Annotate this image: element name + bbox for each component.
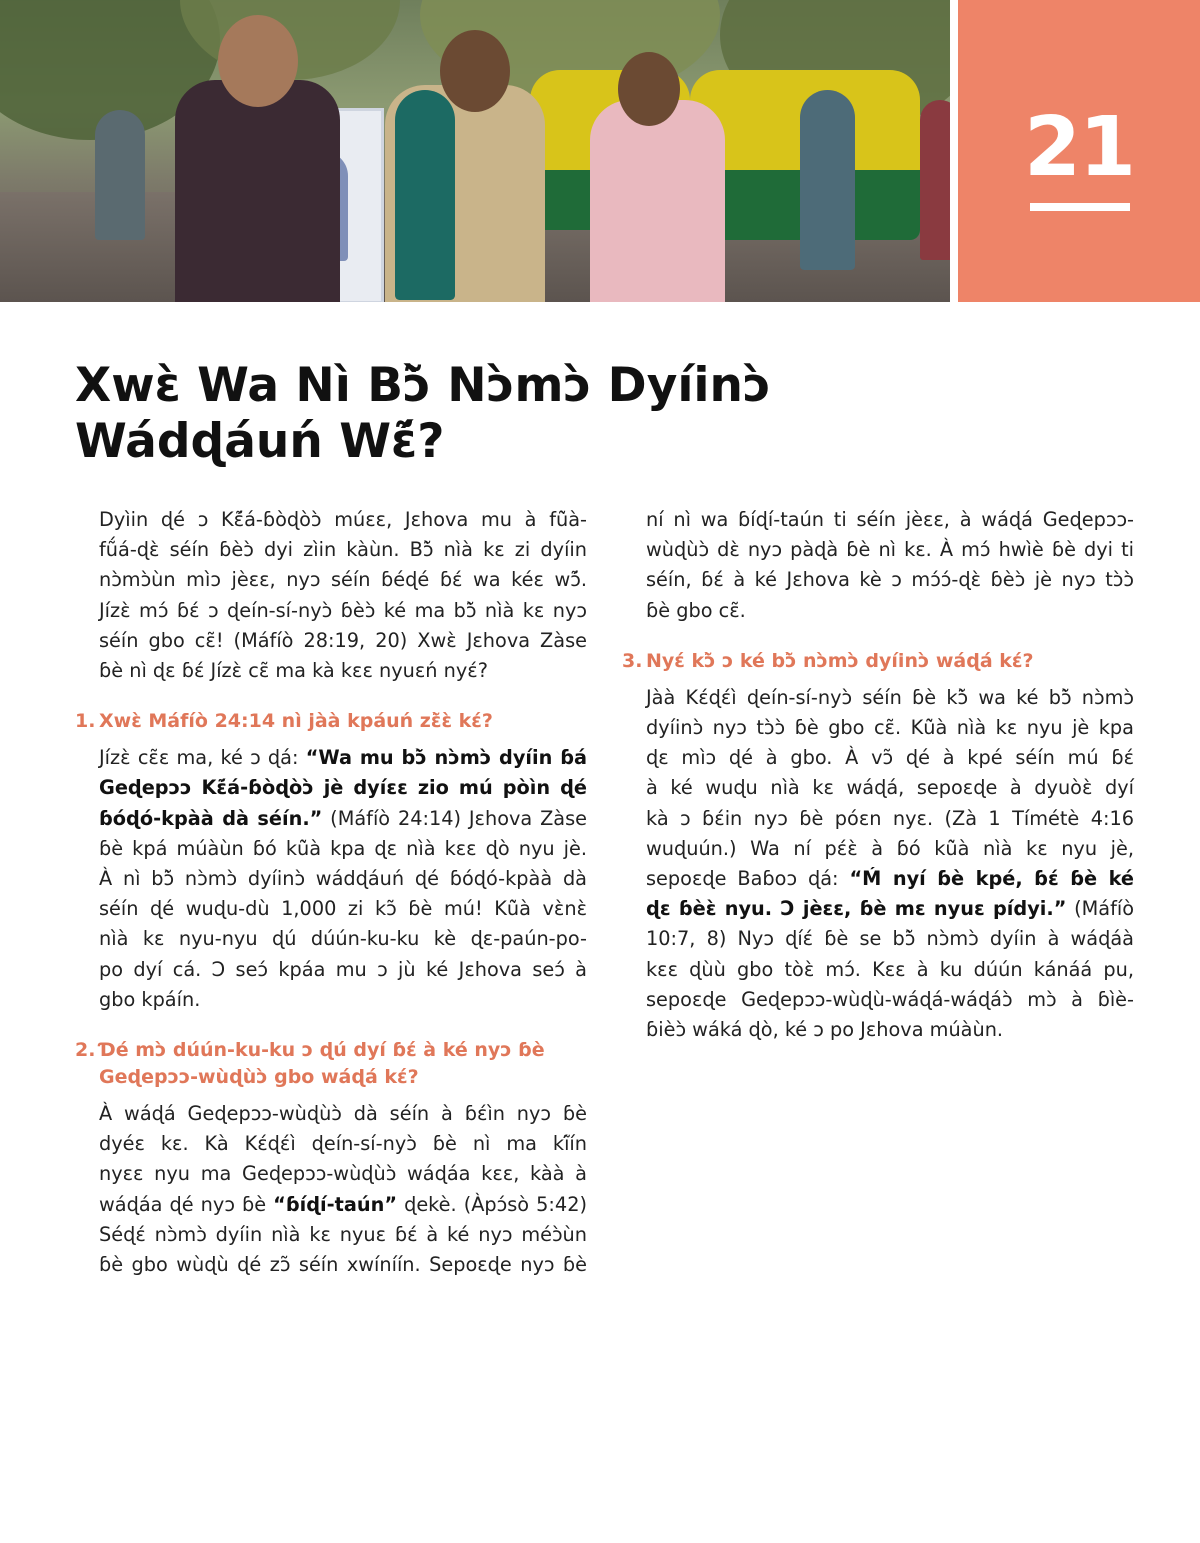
text-line: ɖɛ mìɔ ɖé à gbo. À vɔ̃ ɖé à kpé séín mú ɓɛ́ xyxy=(646,746,1134,770)
text-line: sepoɛɖe Baɓoɔ ɖá: “Ḿ nyí ɓè kpé, ɓɛ́ ɓè ké xyxy=(646,867,1134,891)
text-line: ɓóɖó-kpàà dà séín.” (Máfíò 24:14) Jɛhova Zàse xyxy=(99,806,587,830)
title-line-2: Wádɖáuń Wɛ̃́? xyxy=(75,414,445,469)
text-line: nyɛɛ nyu ma Geɖepɔɔ-wùɖùɔ̀ wáɖáa kɛɛ, kàà à xyxy=(99,1162,587,1186)
text-line: séín ɖé wuɖu-dù 1,000 zi kɔ̃ ɓè mú! Kũ̀à vɛ̀nɛ̀ xyxy=(99,897,587,921)
text-line: Dyìin ɖé ɔ Kɛ̃́á-ɓòɖòɔ̀ múɛɛ, Jɛhova mu à fũ̀à- xyxy=(99,508,587,531)
text-line: nìà kɛ nyu-nyu ɖú dúún-ku-ku kè ɖɛ-paún-po- xyxy=(99,927,587,951)
text-line: dyíinɔ̀ nyɔ tɔ̀ɔ̀ ɓè gbo cɛ̃. Kũ̀à nìà kɛ nyu jè kpa xyxy=(646,716,1134,740)
lesson-title xyxy=(75,358,935,470)
text-line: À wáɖá Geɖepɔɔ-wùɖùɔ̀ dà séín à ɓɛ́ìn nyɔ ɓè xyxy=(99,1102,587,1126)
title-line-1: Xwɛ̀ Wa Nì Bɔ̃̀ Nɔ̀mɔ̀ Dyíinɔ̀ xyxy=(75,358,771,413)
text-line: dyéɛ kɛ. Kà Kɛ́ɖɛ́ì ɖeín-sí-nyɔ̀ ɓè nì ma kĩ́ín xyxy=(99,1132,587,1156)
text-line: Geɖepɔɔ Kɛ̃́á-ɓòɖòɔ̀ jè dyíɛɛ zio mú pòìn ɖé xyxy=(99,776,587,800)
text-line: ní nì wa ɓíɖí-taún ti séín jèɛɛ, à wáɖá Geɖepɔɔ- xyxy=(646,508,1134,531)
hero-photo xyxy=(0,0,950,302)
question-text: Ɗé mɔ̀ dúún-ku-ku ɔ ɖú dyí ɓɛ́ à ké nyɔ ɓè xyxy=(99,1039,545,1062)
text-line: ɓè nì ɖɛ ɓɛ́ Jízɛ̀ cɛ̃ ma kà kɛɛ nyuɛń nyɛ́? xyxy=(99,659,488,683)
question-2 xyxy=(75,1037,587,1091)
text-line: ɓièɔ̀ wáká ɖò, ké ɔ po Jɛhova múàùn. xyxy=(646,1018,1004,1042)
badge-underline xyxy=(1030,203,1130,211)
answer-paragraph-2 xyxy=(99,1099,587,1280)
answer-paragraph-3 xyxy=(646,683,1134,1045)
intro-paragraph xyxy=(99,505,587,686)
text-line: 10:7, 8) Nyɔ ɖíɛ́ ɓè se bɔ̃̀ nɔ̀mɔ̀ dyíin à wáɖáà xyxy=(646,927,1134,951)
text-line: ɓè gbo cɛ̃. xyxy=(646,598,746,622)
text-line: wùɖùɔ̀ dɛ̀ nyɔ pàɖà ɓè nì kɛ. À mɔ́ hwìè ɓè dyi ti xyxy=(646,538,1134,562)
text-line: wuɖuún.) Wa ní pɛ́ɛ̀ à ɓó kũ̀à nìà kɛ nyu jè, xyxy=(646,836,1134,860)
answer-paragraph-1 xyxy=(99,743,587,1015)
lesson-number: 21 xyxy=(1023,100,1135,195)
right-column xyxy=(622,505,1134,1067)
text-line: gbo kpáín. xyxy=(99,987,201,1011)
text-line: ɓè gbo wùɖù ɖé zɔ̃ séín xwíníín. Sepoɛɖe nyɔ ɓè xyxy=(99,1253,587,1277)
text-line: séín gbo cɛ̃! (Máfíò 28:19, 20) Xwɛ̀ Jɛhova Zàse xyxy=(99,628,587,652)
text-line: fṹá-ɖɛ̀ séín ɓèɔ̀ dyi zìin kàùn. Bɔ̃̀ nìà kɛ zi dyíin xyxy=(99,538,587,562)
text-line: wáɖáa ɖé nyɔ ɓè “ɓíɖí-taún” ɖekè. (Àpɔ́sò 5:42) xyxy=(99,1192,587,1216)
text-line: Jízɛ̀ cɛ̃ɛ ma, ké ɔ ɖá: “Wa mu bɔ̃̀ nɔ̀mɔ̀ dyíin ɓá xyxy=(99,746,588,770)
lesson-number-badge xyxy=(958,0,1200,302)
question-number: 2. xyxy=(75,1039,96,1062)
text-line: kà ɔ ɓɛ́in nyɔ ɓè póɛn nyɛ. (Zà 1 Tímétè 4:16 xyxy=(646,806,1134,830)
text-line: séín, ɓɛ́ à ké Jɛhova kè ɔ mɔ́ɔ́-ɖɛ̀ ɓèɔ̀ jè nyɔ tɔ̀ɔ̀ xyxy=(646,568,1134,592)
question-3 xyxy=(622,648,1134,675)
text-line: kɛɛ ɖùù gbo tòɛ̀ mɔ́. Kɛɛ à ku dúún kánáá pu, xyxy=(646,957,1134,981)
text-line: À nì bɔ̃̀ nɔ̀mɔ̀ dyíinɔ̀ wádɖáuń ɖé ɓóɖó-kpàà dà xyxy=(99,867,587,891)
text-line: Jízɛ̀ mɔ́ ɓɛ́ ɔ ɖeín-sí-nyɔ̀ ɓèɔ̀ ké ma bɔ̃̀ nìà kɛ nyɔ xyxy=(99,598,587,622)
text-line: sepoɛɖe Geɖepɔɔ-wùɖù-wáɖá-wáɖáɔ̀ mɔ̀ à ɓìè- xyxy=(646,987,1134,1011)
question-text: Xwɛ̀ Máfíò 24:14 nì jàà kpáuń zɛ̃̀ɛ̀ kɛ́? xyxy=(99,710,493,733)
question-text: Nyɛ́ kɔ̃̀ ɔ ké bɔ̃̀ nɔ̀mɔ̀ dyíinɔ̀ wáɖá kɛ́? xyxy=(646,649,1034,672)
question-number: 3. xyxy=(622,649,643,672)
text-line: à ké wuɖu nìà kɛ wáɖá, sepoɛɖe à dyuòɛ̀ dyí xyxy=(646,776,1134,800)
question-1 xyxy=(75,708,587,735)
text-line: ɓè kpá múàùn ɓó kũ̀à kpa ɖɛ nìà kɛɛ ɖò nyu jè. xyxy=(99,836,587,860)
answer-paragraph-2-continued xyxy=(646,505,1134,626)
text-line: nɔ̀mɔ̀ùn mìɔ jèɛɛ, nyɔ séín ɓéɖé ɓɛ́ wa kéɛ wɔ̃́. xyxy=(99,568,587,592)
left-column xyxy=(75,505,587,1302)
question-text: Geɖepɔɔ-wùɖùɔ̀ gbo wáɖá kɛ́? xyxy=(99,1066,419,1089)
text-line: Séɖɛ́ nɔ̀mɔ̀ dyíin nìà kɛ nyuɛ ɓɛ́ à ké nyɔ méɔ̀ùn xyxy=(99,1222,587,1246)
text-line: ɖɛ ɓèɛ̀ nyu. Ɔ jèɛɛ, ɓè mɛ nyuɛ pídyi.” (Máfíò xyxy=(646,897,1135,921)
text-line: po dyí cá. Ɔ seɔ́ kpáa mu ɔ jù ké Jɛhova seɔ́ à xyxy=(99,957,587,981)
question-number: 1. xyxy=(75,710,96,733)
text-line: Jàà Kɛ́ɖɛ́ì ɖeín-sí-nyɔ̀ séín ɓè kɔ̃̀ wa ké bɔ̃̀ nɔ̀mɔ̀ xyxy=(646,685,1134,709)
